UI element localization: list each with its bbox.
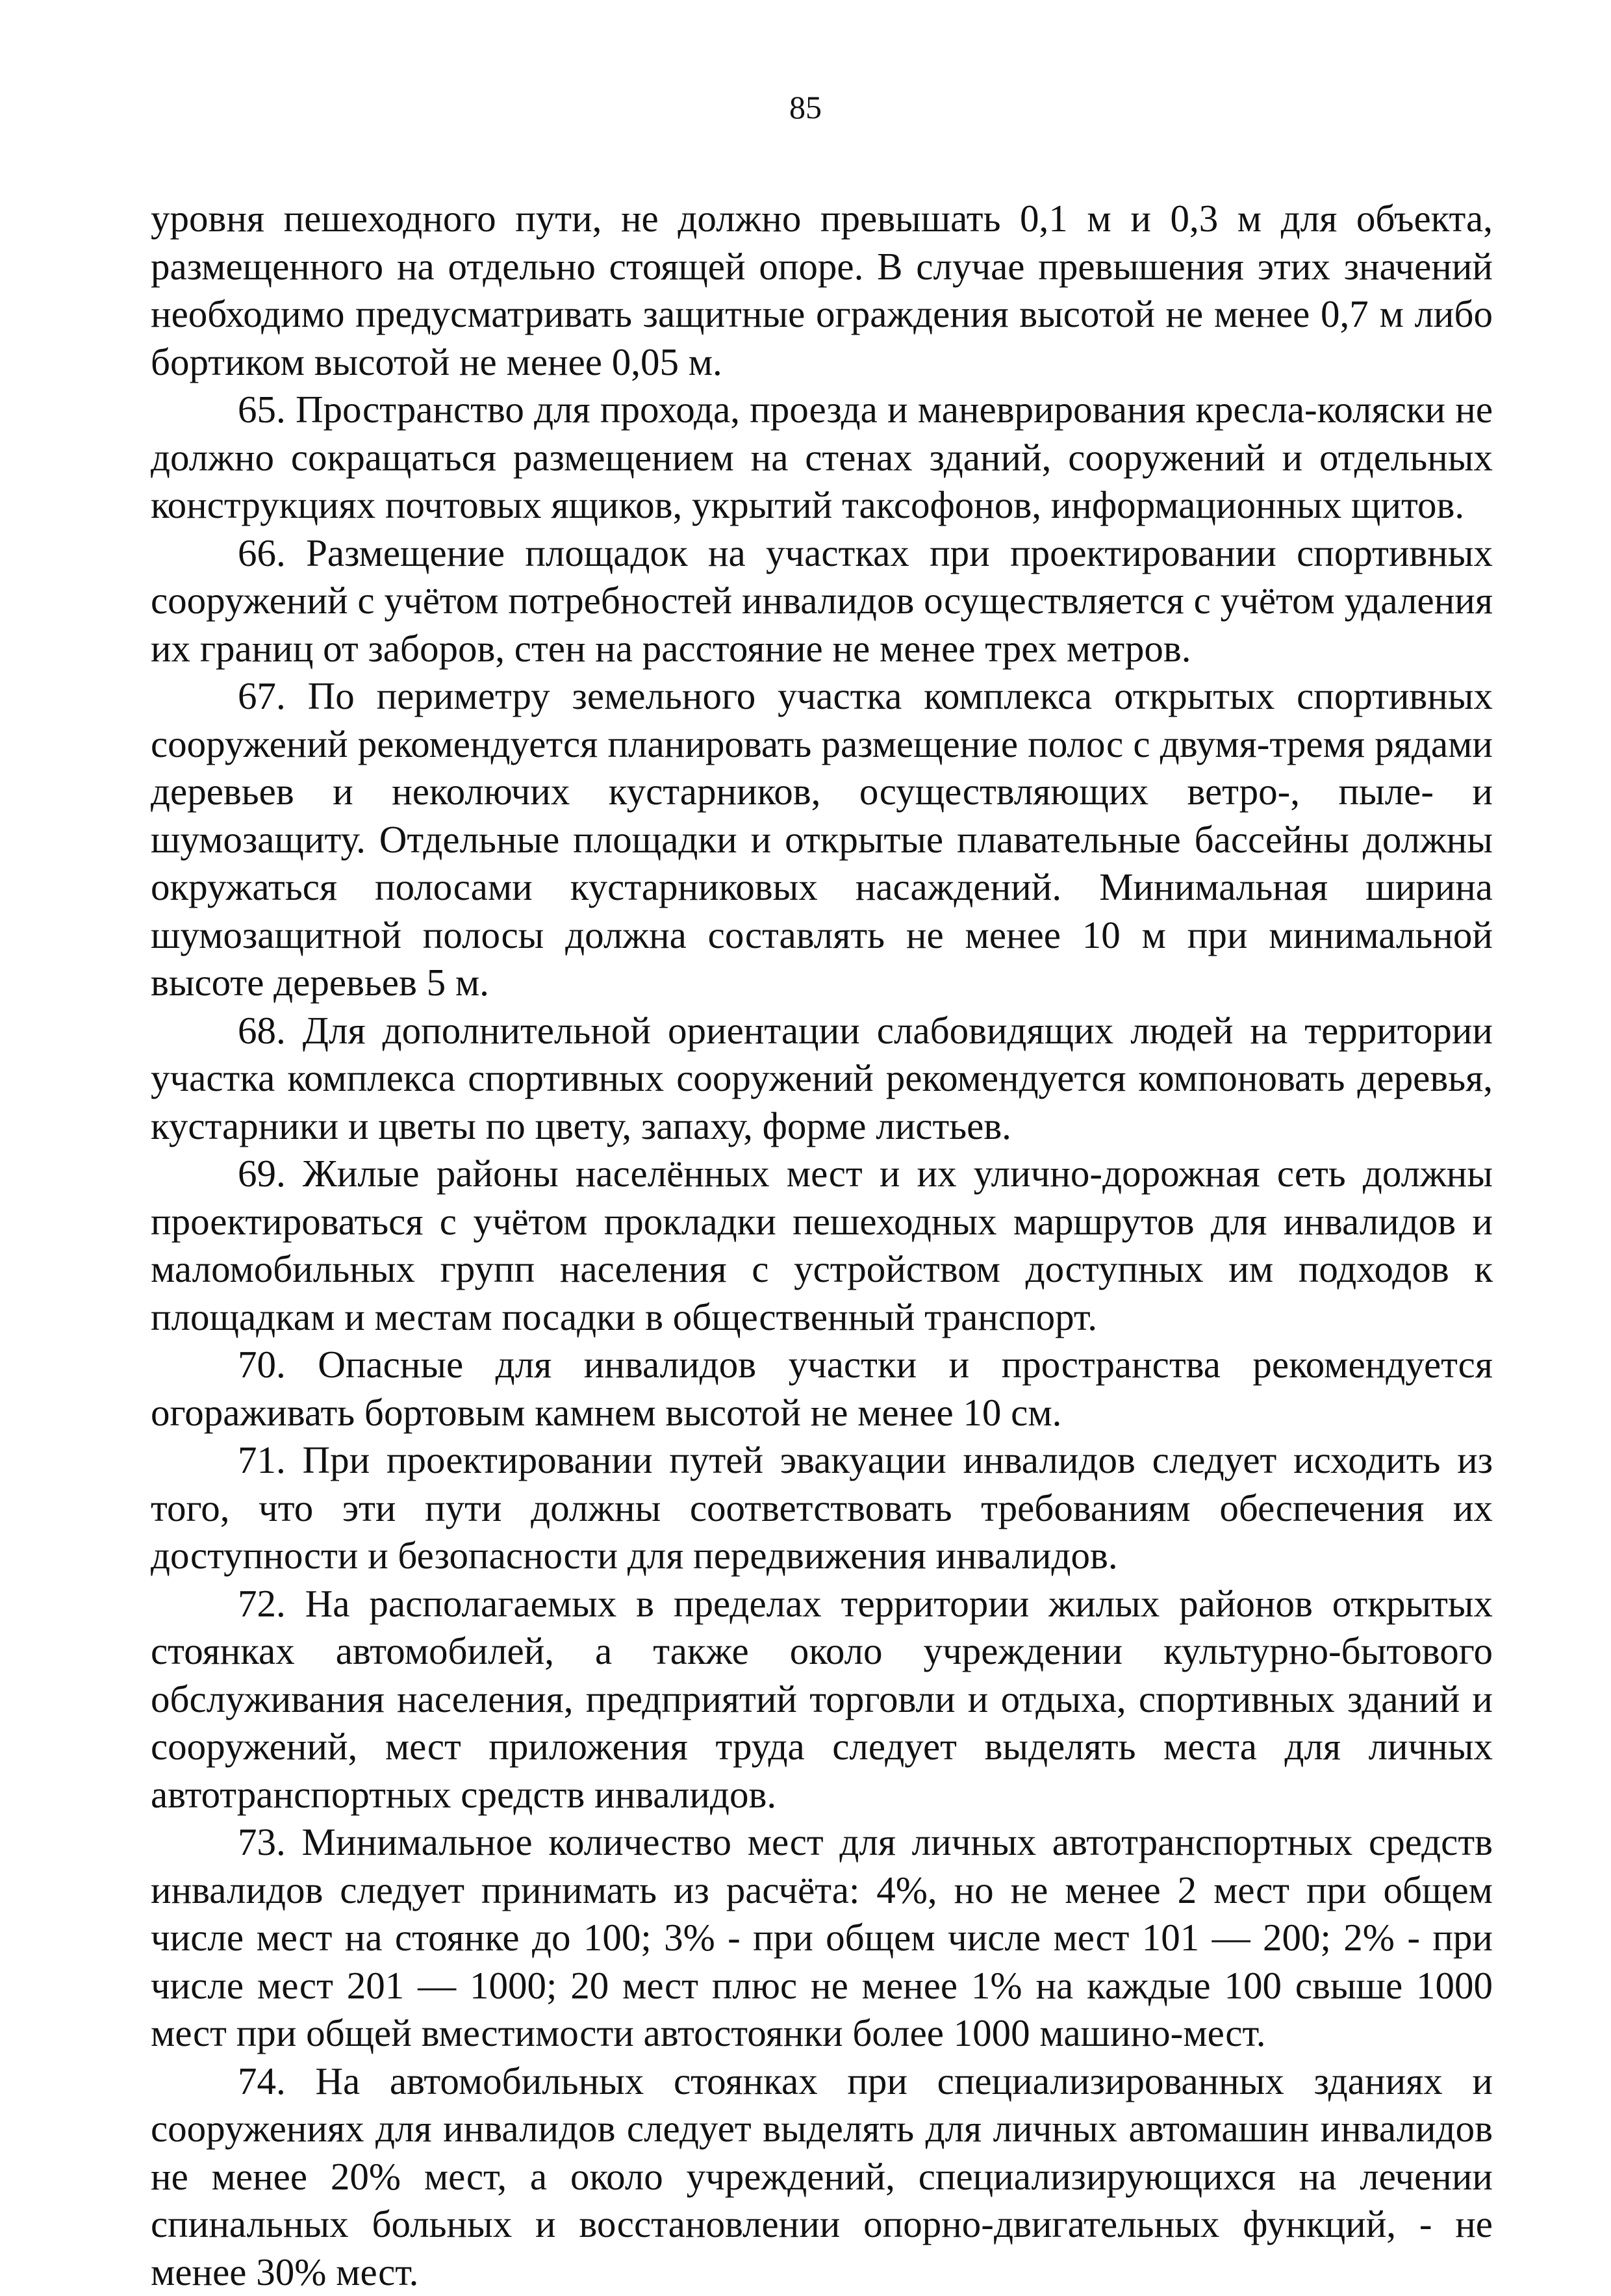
paragraph-number: 66. [238, 531, 286, 574]
paragraph-text: На автомобильных стоянках при специализированных зданиях и сооружениях для инвалидов следует выделять для личных автомашин инвалидов не менее 20% мест, а около учреждений, специализирующихся на лечении спинальных больных и восстановлении опорно-двигательных функций, - не менее 30% мест. [151, 2060, 1493, 2293]
paragraph-text: Опасные для инвалидов участки и пространства рекомендуется огораживать бортовым камнем высотой не менее 10 см. [151, 1343, 1493, 1434]
paragraph-66 [151, 529, 1493, 673]
paragraph-number: 65. [238, 388, 286, 431]
paragraph-73 [151, 1818, 1493, 2058]
paragraph-text: Минимальное количество мест для личных автотранспортных средств инвалидов следует принимать из расчёта: 4%, но не менее 2 мест при общем числе мест на стоянке до 100; 3% - при общем числе мест 101 — 200; 2% - при числе мест 201 — 1000; 20 мест плюс не менее 1% на каждые 100 свыше 1000 мест при общей вместимости автостоянки более 1000 машино-мест. [151, 1820, 1493, 2054]
paragraph-72 [151, 1580, 1493, 1819]
document-body [151, 195, 1493, 2296]
paragraph-text: Жилые районы населённых мест и их улично-дорожная сеть должны проектироваться с учётом прокладки пешеходных маршрутов для инвалидов и маломобильных групп населения с устройством доступных им подходов к площадкам и местам посадки в общественный транспорт. [151, 1152, 1493, 1338]
paragraph-68 [151, 1007, 1493, 1151]
paragraph-text: уровня пешеходного пути, не должно превышать 0,1 м и 0,3 м для объекта, размещенного на отдельно стоящей опоре. В случае превышения этих значений необходимо предусматривать защитные ограждения высотой не менее 0,7 м либо бортиком высотой не менее 0,05 м. [151, 197, 1493, 383]
paragraph-74 [151, 2058, 1493, 2296]
paragraph-65 [151, 386, 1493, 529]
paragraph-number: 70. [238, 1343, 286, 1386]
paragraph-number: 68. [238, 1009, 286, 1052]
paragraph-70 [151, 1341, 1493, 1436]
paragraph-text: Пространство для прохода, проезда и маневрирования кресла-коляски не должно сокращаться размещением на стенах зданий, сооружений и отдельных конструкциях почтовых ящиков, укрытий таксофонов, информационных щитов. [151, 388, 1493, 526]
paragraph-number: 71. [238, 1438, 286, 1481]
paragraph-continuation [151, 195, 1493, 386]
paragraph-number: 72. [238, 1582, 286, 1625]
paragraph-text: На располагаемых в пределах территории жилых районов открытых стоянках автомобилей, а также около учреждении культурно-бытового обслуживания населения, предприятий торговли и отдыха, спортивных зданий и сооружений, мест приложения труда следует выделять места для личных автотранспортных средств инвалидов. [151, 1582, 1493, 1816]
paragraph-text: Размещение площадок на участках при проектировании спортивных сооружений с учётом потребностей инвалидов осуществляется с учётом удаления их границ от заборов, стен на расстояние не менее трех метров. [151, 531, 1493, 670]
paragraph-number: 69. [238, 1152, 286, 1195]
paragraph-text: По периметру земельного участка комплекса открытых спортивных сооружений рекомендуется планировать размещение полос с двумя-тремя рядами деревьев и неколючих кустарников, осуществляющих ветро-, пыле- и шумозащиту. Отдельные площадки и открытые плавательные бассейны должны окружаться полосами кустарниковых насаждений. Минимальная ширина шумозащитной полосы должна составлять не менее 10 м при минимальной высоте деревьев 5 м. [151, 674, 1493, 1004]
paragraph-number: 67. [238, 674, 286, 717]
paragraph-67 [151, 672, 1493, 1007]
paragraph-number: 73. [238, 1820, 286, 1863]
paragraph-text: Для дополнительной ориентации слабовидящих людей на территории участка комплекса спортивных сооружений рекомендуется компоновать деревья, кустарники и цветы по цвету, запаху, форме листьев. [151, 1009, 1493, 1147]
page-number: 85 [0, 88, 1611, 127]
paragraph-69 [151, 1150, 1493, 1341]
paragraph-number: 74. [238, 2060, 286, 2102]
paragraph-71 [151, 1436, 1493, 1580]
paragraph-text: При проектировании путей эвакуации инвалидов следует исходить из того, что эти пути должны соответствовать требованиям обеспечения их доступности и безопасности для передвижения инвалидов. [151, 1438, 1493, 1577]
